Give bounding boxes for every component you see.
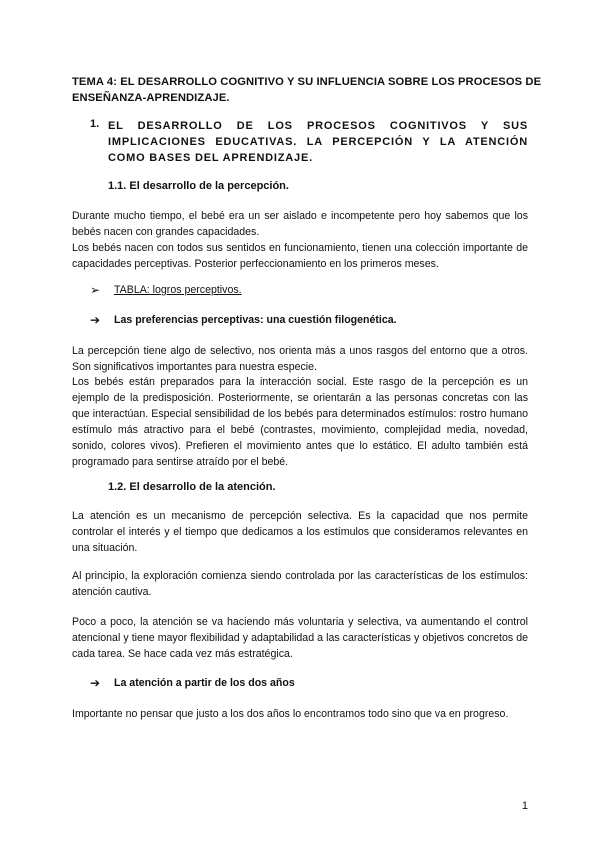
subsection-title-atencion: 1.2. El desarrollo de la atención. [108,481,276,493]
bullet-heading-preferencias [90,313,397,327]
chevron-bullet-icon: ➢ [90,283,101,297]
tabla-link[interactable]: TABLA: logros perceptivos. [114,284,242,296]
paragraph: Durante mucho tiempo, el bebé era un ser aislado e incompetente pero hoy sabemos que los bebés nacen con grandes capacidades. [72,210,528,238]
arrow-bullet-icon: ➔ [90,676,101,690]
paragraph: Al principio, la exploración comienza siendo controlada por las características de los estímulos: atención cautiva. [72,570,528,598]
paragraph: Importante no pensar que justo a los dos años lo encontramos todo sino que va en progreso. [72,708,509,720]
arrow-bullet-icon: ➔ [90,313,101,327]
subsection-title-percepcion: 1.1. El desarrollo de la percepción. [108,180,289,192]
tabla-bullet [90,283,242,297]
paragraph: La atención es un mecanismo de percepción selectiva. Es la capacidad que nos permite controlar el interés y el tiempo que dedicamos a los estímulos que consideramos relevantes en una situación. [72,510,528,554]
bullet-heading-text: La atención a partir de los dos años [114,677,295,689]
document-title: TEMA 4: EL DESARROLLO COGNITIVO Y SU INFLUENCIA SOBRE LOS PROCESOS DE ENSEÑANZA-APRENDIZAJE. [72,76,542,104]
bullet-heading-text: Las preferencias perceptivas: una cuestión filogenética. [114,314,397,326]
page-number: 1 [521,800,528,812]
paragraph: Los bebés están preparados para la interacción social. Este rasgo de la percepción es un ejemplo de la predisposición. Posteriormente, se orientarán a las personas concretas con las que interactúan. Especial sensibilidad de los bebés para determinados estímulos: rostro humano estímulo más atractivo para el bebé (contrastes, movimiento, complejidad media, novedad, sonido, colores vivos). Prefieren el movimiento antes que lo estático. El adulto también está programado para sentirse atraído por el bebé. [72,376,528,468]
section-number: 1. [90,118,100,130]
paragraph: Los bebés nacen con todos sus sentidos en funcionamiento, tienen una colección importante de capacidades perceptivas. Posterior perfeccionamiento en los primeros meses. [72,242,528,270]
bullet-heading-atencion [90,676,295,690]
paragraph: Poco a poco, la atención se va haciendo más voluntaria y selectiva, va aumentando el control atencional y tiene mayor flexibilidad y adaptabilidad a las características y objetivos concretos de cada tarea. Se hace cada vez más estratégica. [72,616,528,660]
paragraph: La percepción tiene algo de selectivo, nos orienta más a unos rasgos del entorno que a otros. Son significativos importantes para nuestra especie. [72,345,528,373]
section-title: EL DESARROLLO DE LOS PROCESOS COGNITIVOS Y SUS IMPLICACIONES EDUCATIVAS. LA PERCEPCIÓN Y LA ATENCIÓN COMO BASES DEL APRENDIZAJE. [108,120,528,164]
